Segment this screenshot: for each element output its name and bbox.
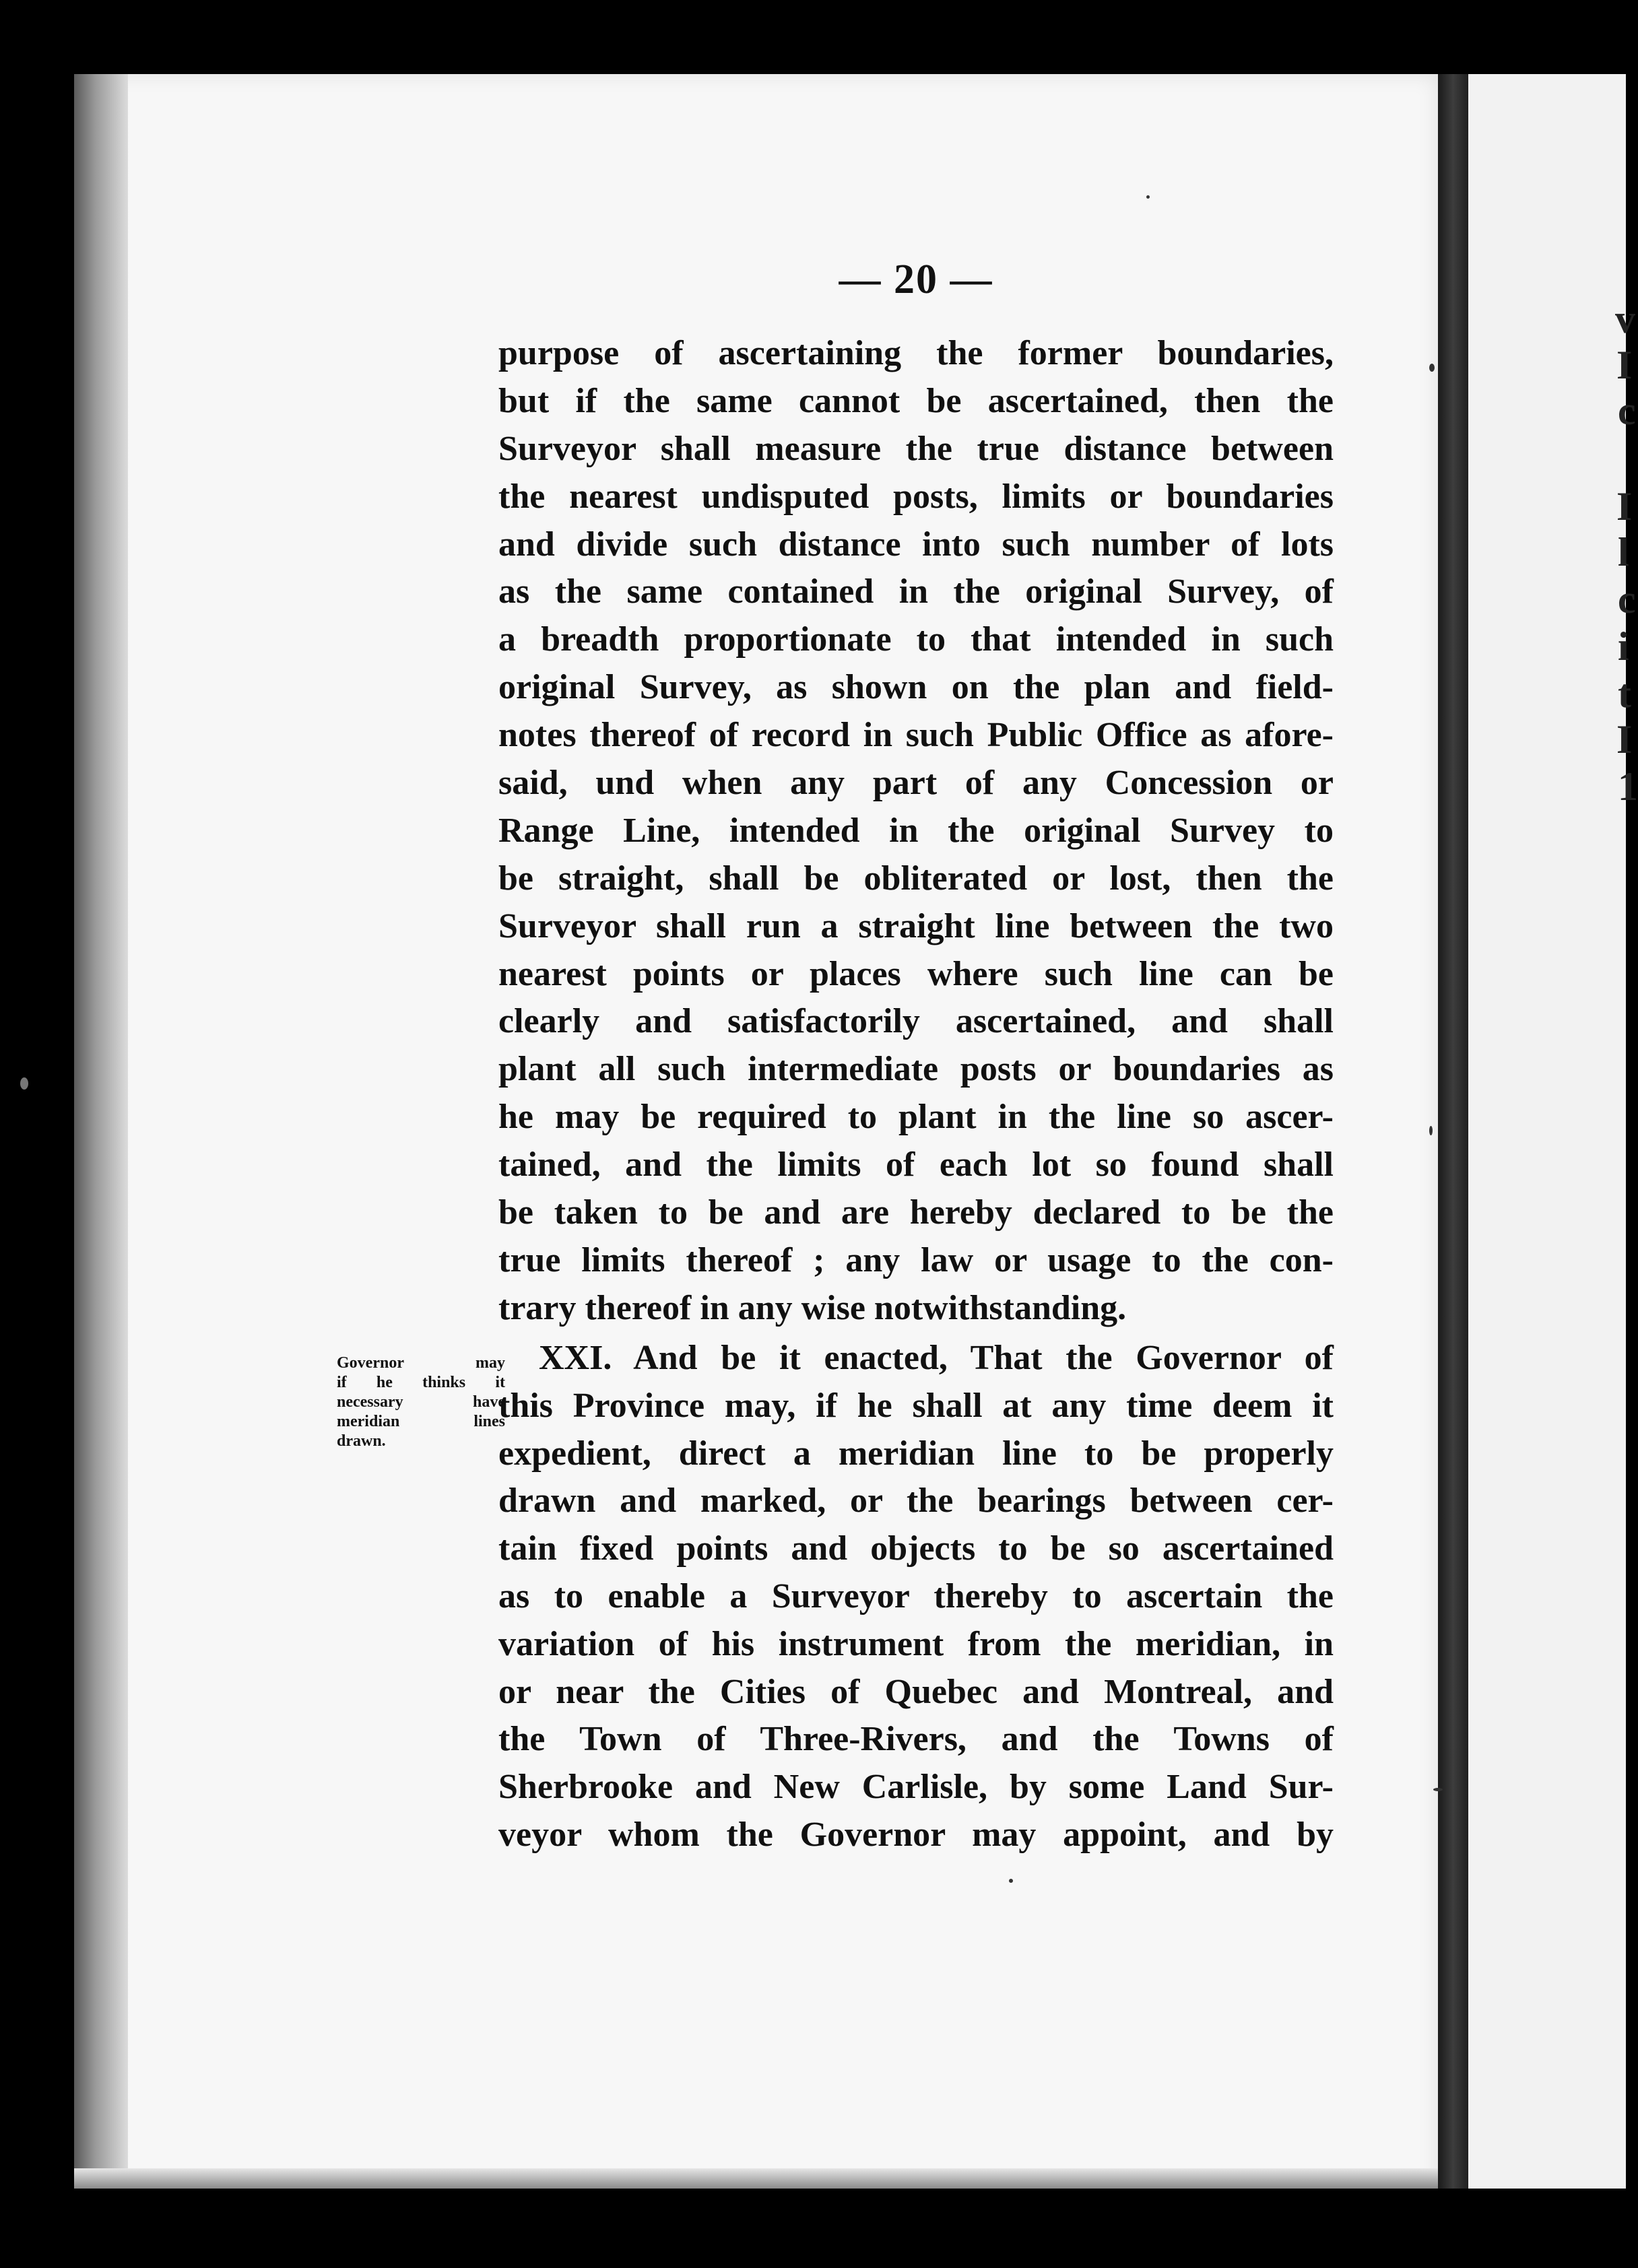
text-line: variation of his instrument from the meridian, in: [498, 1624, 1334, 1663]
text-line: be taken to be and are hereby declared to be the: [498, 1193, 1334, 1232]
text-line: purpose of ascertaining the former boundaries,: [498, 334, 1334, 372]
text-line: XXI. And be it enacted, That the Governor of: [539, 1339, 1334, 1377]
marginal-note-line: drawn.: [337, 1432, 386, 1450]
scan-speck: [20, 1077, 28, 1090]
text-line: veyor whom the Governor may appoint, and by: [498, 1815, 1334, 1854]
text-line: nearest points or places where such line can be: [498, 954, 1334, 993]
text-line: the Town of Three-Rivers, and the Towns of: [498, 1720, 1334, 1759]
facing-page-fragment: v: [1615, 297, 1635, 341]
section-xxi-paragraph: [498, 1335, 1334, 1859]
scan-speck: [1146, 195, 1150, 199]
scan-speck: [1429, 364, 1435, 372]
text-line: plant all such intermediate posts or boundaries as: [498, 1050, 1334, 1089]
text-line: the nearest undisputed posts, limits or boundaries: [498, 477, 1334, 516]
text-line: or near the Cities of Quebec and Montreal, and: [498, 1672, 1334, 1711]
facing-page-fragment: I: [1616, 717, 1633, 762]
text-line: Surveyor shall measure the true distance between: [498, 429, 1334, 468]
text-line: said, und when any part of any Concession or: [498, 764, 1334, 803]
page-number-heading: — 20 —: [839, 257, 993, 302]
text-line: Surveyor shall run a straight line between the two: [498, 906, 1334, 945]
marginal-note-line: if he thinks it: [337, 1374, 505, 1391]
continuation-paragraph: [498, 330, 1334, 1333]
marginal-note: [337, 1354, 505, 1451]
text-line: a breadth proportionate to that intended in such: [498, 620, 1334, 659]
text-line: as to enable a Surveyor thereby to ascertain the: [498, 1576, 1334, 1615]
facing-page-fragment: c: [1618, 389, 1636, 433]
facing-page-fragment: I: [1616, 484, 1633, 529]
text-line: tain fixed points and objects to be so ascertained: [498, 1529, 1334, 1568]
text-line: and divide such distance into such number of lots: [498, 525, 1334, 564]
text-line: but if the same cannot be ascertained, then the: [498, 381, 1334, 420]
text-line: this Province may, if he shall at any time deem it: [498, 1386, 1334, 1425]
page-bottom-edge: [74, 2168, 1438, 2189]
text-line: drawn and marked, or the bearings between cer-: [498, 1481, 1334, 1521]
marginal-note-line: necessary have: [337, 1393, 505, 1411]
scan-speck: [1429, 1126, 1433, 1135]
facing-page-edge: [1468, 74, 1638, 2189]
page-left-edge: [74, 74, 128, 2189]
marginal-note-line: Governor may: [337, 1354, 505, 1372]
text-line: clearly and satisfactorily ascertained, and shall: [498, 1002, 1334, 1041]
text-line: original Survey, as shown on the plan and field-: [498, 668, 1334, 707]
facing-page-fragment: c: [1618, 577, 1636, 622]
facing-page-fragment: 1: [1618, 764, 1638, 809]
text-line: he may be required to plant in the line so ascer-: [498, 1098, 1334, 1137]
text-line: Range Line, intended in the original Survey to: [498, 811, 1334, 850]
facing-page-fragment: I: [1616, 343, 1633, 387]
text-line: Sherbrooke and New Carlisle, by some Land Sur-: [498, 1768, 1334, 1807]
facing-page-fragment: i: [1618, 624, 1629, 669]
book-gutter: [1438, 74, 1468, 2189]
text-line: trary thereof in any wise notwithstanding.: [498, 1288, 1127, 1327]
text-line: true limits thereof ; any law or usage to the con-: [498, 1240, 1334, 1279]
text-line: tained, and the limits of each lot so found shall: [498, 1145, 1334, 1185]
facing-page-fragment: l: [1618, 530, 1629, 574]
marginal-note-line: meridian lines: [337, 1413, 505, 1430]
facing-page-fragment: t: [1618, 671, 1631, 716]
scan-speck: [1433, 1788, 1443, 1791]
text-line: be straight, shall be obliterated or lost, then the: [498, 859, 1334, 898]
scan-speck: [1009, 1879, 1013, 1883]
text-line: notes thereof of record in such Public Office as afore-: [498, 716, 1334, 755]
text-line: expedient, direct a meridian line to be properly: [498, 1434, 1334, 1473]
text-line: as the same contained in the original Survey, of: [498, 572, 1334, 611]
